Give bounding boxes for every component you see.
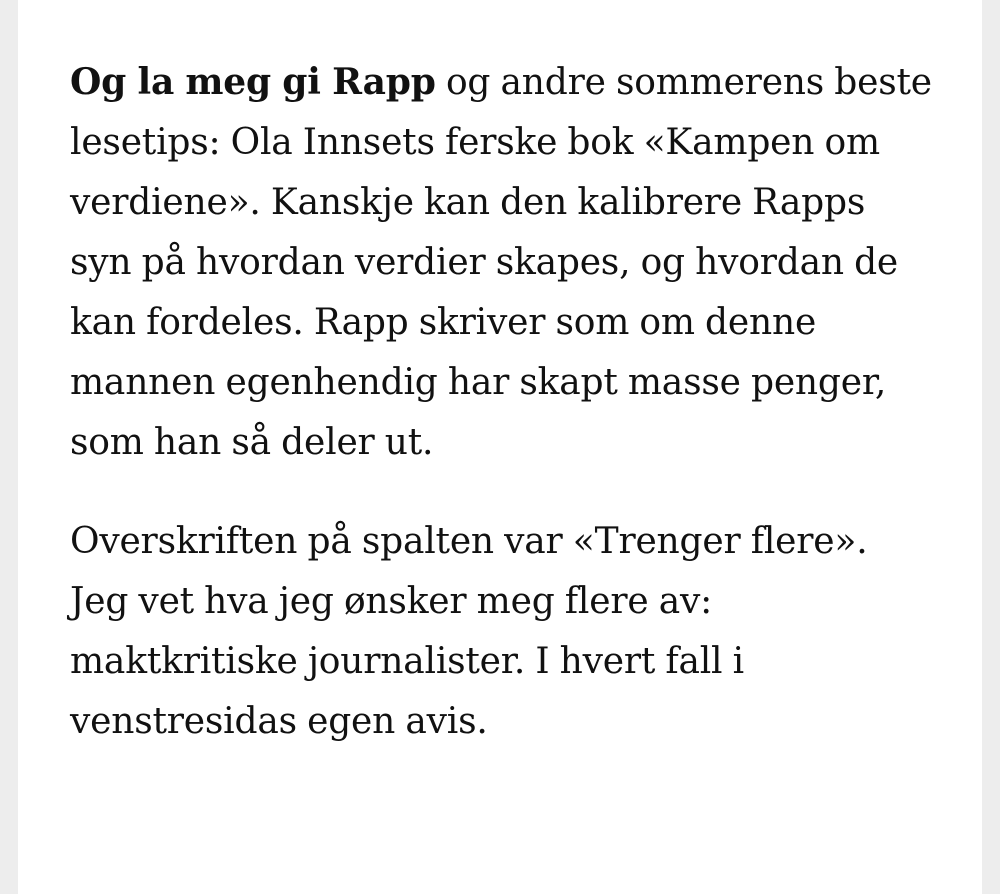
- article-paragraph-2: [70, 512, 932, 752]
- paragraph-lead-text: Og la meg gi Rapp: [70, 61, 436, 103]
- paragraph-body-text: og andre sommerens beste lesetips: Ola Innsets ferske bok «Kampen om verdiene». Kanskje kan den kalibrere Rapps syn på hvordan verdier skapes, og hvordan de kan fordeles. Rapp skriver som om denne mannen egenhendig har skapt masse penger, som han så deler ut.: [70, 62, 932, 463]
- paragraph-body-text: Overskriften på spalten var «Trenger flere». Jeg vet hva jeg ønsker meg flere av: maktkritiske journalister. I hvert fall i venstresidas egen avis.: [70, 521, 868, 742]
- article-paragraph-1: [70, 52, 932, 473]
- article-page: [18, 0, 982, 894]
